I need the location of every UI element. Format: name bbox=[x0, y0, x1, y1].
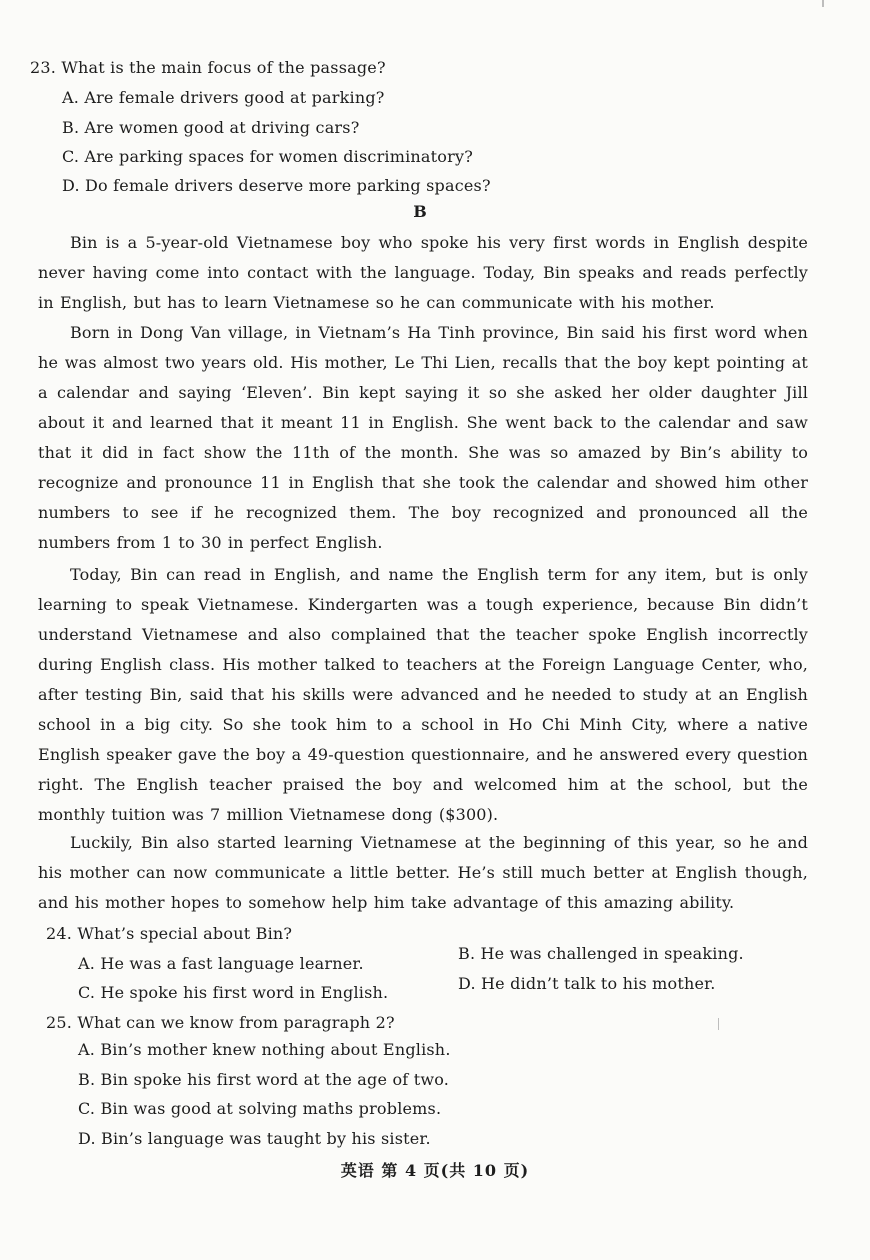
page-footer: 英语 第 4 页(共 10 页) bbox=[340, 1161, 530, 1180]
question-24-option-c: C. He spoke his first word in English. bbox=[78, 983, 389, 1002]
section-title: B bbox=[413, 202, 427, 221]
question-23-stem: 23. What is the main focus of the passage? bbox=[30, 58, 386, 77]
question-24-option-d: D. He didn’t talk to his mother. bbox=[458, 974, 716, 993]
question-24-option-a: A. He was a fast language learner. bbox=[78, 954, 364, 973]
question-23-option-c: C. Are parking spaces for women discriminatory? bbox=[62, 147, 474, 166]
question-25-option-b: B. Bin spoke his first word at the age of two. bbox=[78, 1070, 450, 1089]
question-25-option-a: A. Bin’s mother knew nothing about English. bbox=[78, 1040, 451, 1059]
question-23-option-a: A. Are female drivers good at parking? bbox=[62, 88, 385, 107]
passage-paragraph-1: Bin is a 5-year-old Vietnamese boy who spoke his very first words in English despite never having come into contact with the language. Today, Bin speaks and reads perfectly in English, but has to learn Vietnamese so he can communicate with his mother. bbox=[38, 233, 808, 312]
question-25-stem: 25. What can we know from paragraph 2? bbox=[46, 1013, 395, 1032]
scan-mark bbox=[718, 1018, 719, 1030]
scan-mark bbox=[822, 0, 824, 7]
question-25-option-d: D. Bin’s language was taught by his sister. bbox=[78, 1129, 431, 1148]
question-24-stem: 24. What’s special about Bin? bbox=[46, 924, 293, 943]
passage-paragraph-3: Today, Bin can read in English, and name the English term for any item, but is only learning to speak Vietnamese. Kindergarten was a tough experience, because Bin didn’t understand Vietnamese and also complained that the teacher spoke English incorrectly during English class. His mother talked to teachers at the Foreign Language Center, who, after testing Bin, said that his skills were advanced and he needed to study at an English school in a big city. So she took him to a school in Ho Chi Minh City, where a native English speaker gave the boy a 49-question questionnaire, and he answered every question right. The English teacher praised the boy and welcomed him at the school, but the monthly tuition was 7 million Vietnamese dong ($300). bbox=[38, 565, 808, 824]
question-25-option-c: C. Bin was good at solving maths problems. bbox=[78, 1099, 442, 1118]
passage-paragraph-4: Luckily, Bin also started learning Vietnamese at the beginning of this year, so he and his mother can now communicate a little better. He’s still much better at English though, and his mother hopes to somehow help him take advantage of this amazing ability. bbox=[38, 833, 808, 912]
question-23-option-b: B. Are women good at driving cars? bbox=[62, 118, 360, 137]
passage-paragraph-2: Born in Dong Van village, in Vietnam’s Ha Tinh province, Bin said his first word when he was almost two years old. His mother, Le Thi Lien, recalls that the boy kept pointing at a calendar and saying ‘Eleven’. Bin kept saying it so she asked her older daughter Jill about it and learned that it meant 11 in English. She went back to the calendar and saw that it did in fact show the 11th of the month. She was so amazed by Bin’s ability to recognize and pronounce 11 in English that she took the calendar and showed him other numbers to see if he recognized them. The boy recognized and pronounced all the numbers from 1 to 30 in perfect English. bbox=[38, 323, 808, 552]
question-23-option-d: D. Do female drivers deserve more parking spaces? bbox=[62, 176, 491, 195]
question-24-option-b: B. He was challenged in speaking. bbox=[458, 944, 744, 963]
